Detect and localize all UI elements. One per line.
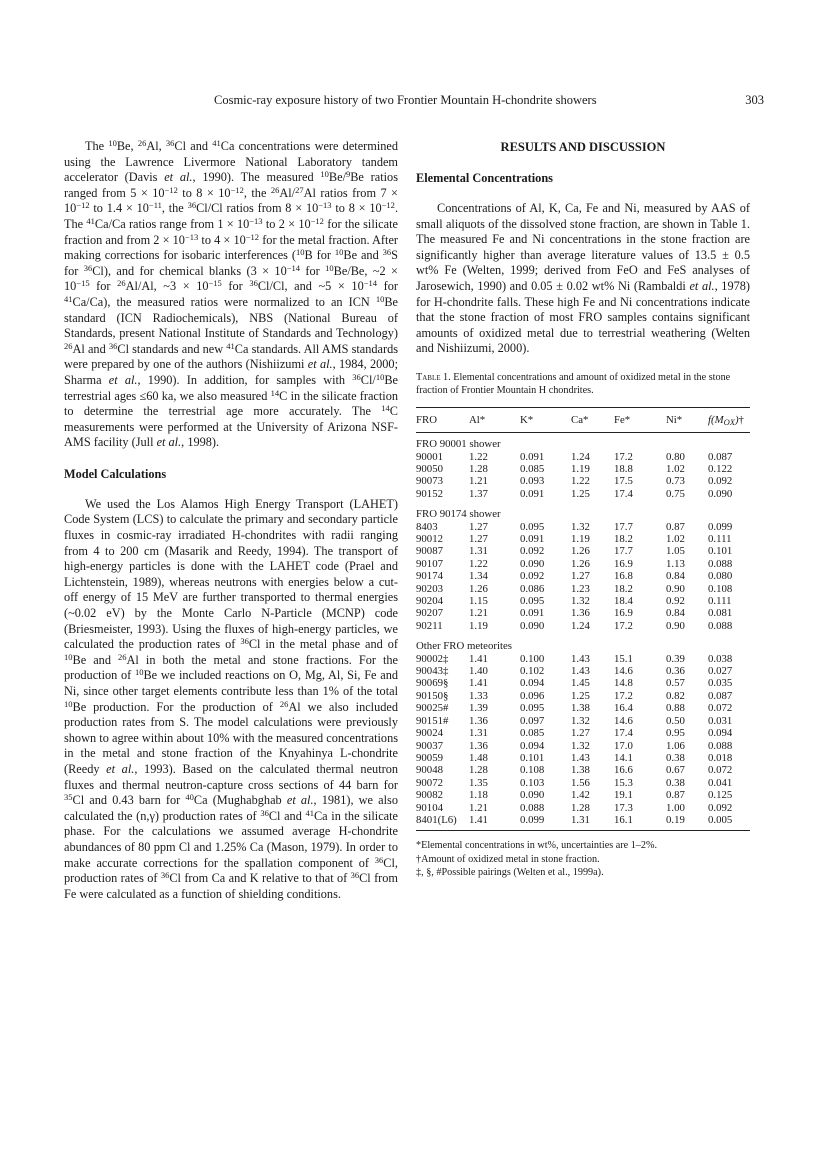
table-cell: 1.24 xyxy=(571,619,590,632)
table-cell: 1.31 xyxy=(469,727,488,740)
column-header: $f(M_{OX})\dagger$ xyxy=(708,407,750,432)
table-cell: 14.8 xyxy=(614,677,633,690)
table-cell: 1.28 xyxy=(469,764,488,777)
column-header: Al* xyxy=(469,407,520,432)
table-cell: 0.087 xyxy=(708,450,733,463)
table-cell: 1.48 xyxy=(469,751,488,764)
table-cell: 0.80 xyxy=(666,450,685,463)
table-cell: 0.092 xyxy=(520,545,545,558)
table-cell: 1.36 xyxy=(469,714,488,727)
table-cell: 0.090 xyxy=(520,789,545,802)
table-cell: 17.2 xyxy=(614,689,633,702)
table-cell: 0.092 xyxy=(708,475,733,488)
running-title: Cosmic-ray exposure history of two Frontier Mountain H-chondrite showers xyxy=(214,93,597,107)
table-cell: 0.086 xyxy=(520,582,545,595)
table-cell: 0.090 xyxy=(708,487,733,500)
table-cell: 1.22 xyxy=(469,557,488,570)
table-cell: 1.25 xyxy=(571,487,590,500)
table-cell: 0.094 xyxy=(520,677,545,690)
table-cell: 0.072 xyxy=(708,764,733,777)
table-cell: 0.091 xyxy=(520,450,545,463)
table-cell: 0.82 xyxy=(666,689,685,702)
table-row xyxy=(416,702,750,714)
table-cell: 90012 xyxy=(416,533,443,545)
table-cell: 17.2 xyxy=(614,450,633,463)
table-cell: 0.101 xyxy=(520,751,545,764)
table-cell: 1.42 xyxy=(571,789,590,802)
table-cell: 0.95 xyxy=(666,727,685,740)
table-cell: 14.1 xyxy=(614,751,633,764)
table-cell: 1.27 xyxy=(571,570,590,583)
table-cell: 17.5 xyxy=(614,475,633,488)
table-cell: 0.091 xyxy=(520,487,545,500)
table-cell: 1.41 xyxy=(469,677,488,690)
table-cell: 14.6 xyxy=(614,714,633,727)
table-cell: 0.088 xyxy=(708,619,733,632)
paragraph-elemental: Concentrations of Al, K, Ca, Fe and Ni, measured by AAS of small aliquots of the dissolved stone fraction, are shown in Table 1. The measured Fe and Ni concentrations in the stone fraction are significantly higher than average literature values of 13.5 ± 0.5 wt% Fe (Welten, 1999; derived from FeO and FeS analyses of Jarosewich, 1990) and 0.05 ± 0.02 wt% Ni (Rambaldi et al., 1978) for H-chondrite falls. These high Fe and Ni concentrations indicate that the stone fraction of most FRO samples contains significant amounts of oxidized metal due to terrestrial weathering (Welten and Nishiizumi, 2000). xyxy=(416,201,750,356)
table-group-title-row xyxy=(416,500,750,520)
table-cell: 1.33 xyxy=(469,689,488,702)
column-header: K* xyxy=(520,407,571,432)
table-cell: 1.37 xyxy=(469,487,488,500)
table-cell: 0.111 xyxy=(708,595,732,608)
table-cell: 90211 xyxy=(416,619,443,632)
table-row xyxy=(416,752,750,764)
footnote: †Amount of oxidized metal in stone fraction. xyxy=(416,853,600,865)
table-group-title: Other FRO meteorites xyxy=(416,640,512,653)
table-cell: 1.56 xyxy=(571,776,590,789)
table-cell: 1.32 xyxy=(571,520,590,533)
table-cell: 17.3 xyxy=(614,801,633,814)
table-row xyxy=(416,789,750,801)
table-cell: 1.36 xyxy=(469,739,488,752)
table-cell: 0.018 xyxy=(708,751,733,764)
table-cell: 0.57 xyxy=(666,677,685,690)
page-number: 303 xyxy=(745,93,764,107)
table-cell: 90069§ xyxy=(416,677,449,690)
table-cell: 0.73 xyxy=(666,475,685,488)
table-cell: 17.4 xyxy=(614,487,633,500)
table-row xyxy=(416,488,750,500)
table-cell: 90087 xyxy=(416,545,443,558)
table-row xyxy=(416,463,750,475)
table-cell: 0.84 xyxy=(666,607,685,620)
table-cell: 1.27 xyxy=(571,727,590,740)
table-cell: 0.031 xyxy=(708,714,733,727)
table-cell: 0.035 xyxy=(708,677,733,690)
heading-model-calculations: Model Calculations xyxy=(64,466,167,481)
table-cell: 0.102 xyxy=(520,665,545,678)
right-column xyxy=(416,139,750,879)
table-cell: 0.125 xyxy=(708,789,733,802)
table-cell: 90151# xyxy=(416,714,449,727)
table-cell: 0.092 xyxy=(520,570,545,583)
table-cell: 14.6 xyxy=(614,665,633,678)
paragraph-model-calculations: We used the Los Alamos High Energy Transport (LAHET) Code System (LCS) to calculate the primary and secondary particle fluxes in cosmic-ray irradiated H-chondrites with radii ranging from 4 to 200 cm (Masarik and Reedy, 1994). The transport of high-energy particles is done with the LAHET code (Prael and Lichtenstein, 1989), whereas neutrons with energies below a cut-off energy of 15 MeV are further transported to thermal energies (~0.02 eV) by the Monte Carlo N-Particle (MCNP) code (Briesmeister, 1993). Using the fluxes of high-energy particles, we calculated the production rates of $^{36}$Cl in the metal phase and of $^{10}$Be and $^{26}$Al in both the metal and stone fractions. For the production of $^{10}$Be we included reactions on O, Mg, Al, Si, Fe and Ni, since other target elements contribute less than 1% of the total $^{10}$Be production. For the production of $^{26}$Al we also included production rates from S. The model calculations were previously shown to agree within about 10% with the measured concentrations in the metal and stone fraction of the Knyahinya L-chondrite (Reedy et al., 1993). Based on the calculated thermal neutron fluxes and thermal neutron-capture cross sections of 44 barn for $^{35}$Cl and 0.43 barn for $^{40}$Ca (Mughabghab et al., 1981), we also calculated the (n,γ) production rates of $^{36}$Cl and $^{41}$Ca in the silicate phase. For the calculations we assumed average H-chondrite abundances of 80 ppm Cl and 1.25% Ca (Mason, 1979). In order to make accurate corrections for the spallation component of $^{36}$Cl, production rates of $^{36}$Cl from Ca and K relative to that of $^{36}$Cl from Fe were calculated as a function of shielding conditions. xyxy=(64,496,399,901)
paragraph-ams-methods: The $^{10}$Be, $^{26}$Al, $^{36}$Cl and $^{41}$Ca concentrations were determined using the Lawrence Livermore National Laboratory tandem accelerator (Davis et al., 1990). The measured $^{10}$Be/$^9$Be ratios ranged from $5 \times 10^{-12}$ to $8 \times 10^{-12}$, the $^{26}$Al/$^{27}$Al ratios from $7 \times 10^{-12}$ to $1.4 \times 10^{-11}$, the $^{36}$Cl/Cl ratios from $8 \times 10^{-13}$ to $8 \times 10^{-12}$. The $^{41}$Ca/Ca ratios range from $1 \times 10^{-13}$ to $2 \times 10^{-12}$ for the silicate fraction and from $2 \times 10^{-13}$ to $4 \times 10^{-12}$ for the metal fraction. After making corrections for isobaric interferences ($^{10}$B for $^{10}$Be and $^{36}$S for $^{36}$Cl), and for chemical blanks ($3 \times 10^{-14}$ for $^{10}$Be/Be, ~2 × $10^{-15}$ for $^{26}$Al/Al, ~3 × $10^{-15}$ for $^{36}$Cl/Cl, and ~5 × $10^{-14}$ for $^{41}$Ca/Ca), the measured ratios were normalized to an ICN $^{10}$Be standard (ICN Radiochemicals), NBS (National Bureau of Standards, present National Institute of Standards and Technology) $^{26}$Al and $^{36}$Cl standards and new $^{41}$Ca standards. All AMS standards were prepared by one of the authors (Nishiizumi et al., 1984, 2000; Sharma et al., 1990). In addition, for samples with $^{36}$Cl/$^{10}$Be terrestrial ages ≤60 ka, we also measured $^{14}$C in the silicate fraction to determine the terrestrial age more accurately. The $^{14}$C measurements were performed at the University of Arizona NSF-AMS facility (Jull et al., 1998). xyxy=(64,138,399,450)
table-cell: 17.2 xyxy=(614,619,633,632)
table-cell: 16.8 xyxy=(614,570,633,583)
table-cell: 0.090 xyxy=(520,557,545,570)
table-cell: 17.7 xyxy=(614,520,633,533)
section-heading-results: RESULTS AND DISCUSSION xyxy=(500,140,666,154)
table-cell: 1.45 xyxy=(571,677,590,690)
table-cell: 1.38 xyxy=(571,702,590,715)
table-row xyxy=(416,533,750,545)
table-cell: 1.43 xyxy=(571,751,590,764)
table-cell: 1.43 xyxy=(571,665,590,678)
table-cell: 0.38 xyxy=(666,751,685,764)
table-body xyxy=(416,433,750,831)
table-cell: 15.3 xyxy=(614,776,633,789)
table-cell: 1.39 xyxy=(469,702,488,715)
table-row xyxy=(416,690,750,702)
table-cell: 0.092 xyxy=(708,801,733,814)
table-cell: 15.1 xyxy=(614,652,633,665)
table-group-title: FRO 90001 shower xyxy=(416,438,501,451)
table-row xyxy=(416,777,750,789)
table-cell: 1.06 xyxy=(666,739,685,752)
table-group-title-row xyxy=(416,632,750,652)
table-group-title: FRO 90174 shower xyxy=(416,508,501,521)
table-cell: 90104 xyxy=(416,801,443,814)
table-cell: 0.080 xyxy=(708,570,733,583)
table-cell: 1.43 xyxy=(571,652,590,665)
table-cell: 1.19 xyxy=(571,462,590,475)
table-cell: 90204 xyxy=(416,595,443,608)
table-cell: 1.13 xyxy=(666,557,685,570)
table-cell: 1.28 xyxy=(469,462,488,475)
table-cell: 18.2 xyxy=(614,582,633,595)
table-cell: 0.101 xyxy=(708,545,733,558)
table-cell: 90107 xyxy=(416,557,443,570)
table-cell: 0.085 xyxy=(520,727,545,740)
table-row xyxy=(416,595,750,607)
table-cell: 18.8 xyxy=(614,462,633,475)
table-cell: 1.22 xyxy=(469,450,488,463)
table-cell: 0.091 xyxy=(520,533,545,545)
table-cell: 0.097 xyxy=(520,714,545,727)
table-cell: 0.90 xyxy=(666,582,685,595)
table-cell: 0.103 xyxy=(520,776,545,789)
table-cell: 1.00 xyxy=(666,801,685,814)
table-cell: 1.27 xyxy=(469,520,488,533)
table-row xyxy=(416,570,750,582)
table-cell: 0.081 xyxy=(708,607,733,620)
table-cell: 1.38 xyxy=(571,764,590,777)
table-cell: 8401(L6) xyxy=(416,814,469,831)
table-cell: 0.111 xyxy=(708,533,732,545)
table-cell: 1.21 xyxy=(469,801,488,814)
table-cell: 0.027 xyxy=(708,665,733,678)
table-row xyxy=(416,521,750,533)
table-cell: 0.041 xyxy=(708,776,733,789)
table-cell: 1.41 xyxy=(469,814,520,831)
table-cell: 19.1 xyxy=(614,789,633,802)
heading-elemental-concentrations: Elemental Concentrations xyxy=(416,171,553,185)
table-cell: 90002‡ xyxy=(416,652,449,665)
table-row xyxy=(416,607,750,619)
table-cell: 90059 xyxy=(416,751,443,764)
table-cell: 0.088 xyxy=(520,801,545,814)
table-cell: 90072 xyxy=(416,776,443,789)
table-cell: 1.05 xyxy=(666,545,685,558)
table-cell: 1.23 xyxy=(571,582,590,595)
table-row xyxy=(416,545,750,557)
table-row xyxy=(416,451,750,463)
table-row xyxy=(416,583,750,595)
table-cell: 0.085 xyxy=(520,462,545,475)
table-cell: 1.35 xyxy=(469,776,488,789)
table-cell: 18.2 xyxy=(614,533,633,545)
table-cell: 90174 xyxy=(416,570,443,583)
table-cell: 0.108 xyxy=(520,764,545,777)
table-cell: 90073 xyxy=(416,475,443,488)
table-group-title-row xyxy=(416,433,750,451)
table-cell: 0.087 xyxy=(708,689,733,702)
table-cell: 0.095 xyxy=(520,702,545,715)
table-row xyxy=(416,677,750,689)
table-cell: 16.1 xyxy=(614,814,666,831)
table-cell: 1.21 xyxy=(469,475,488,488)
table-cell: 17.7 xyxy=(614,545,633,558)
table-cell: 90082 xyxy=(416,789,443,802)
table-cell: 0.122 xyxy=(708,462,733,475)
table-cell: 16.4 xyxy=(614,702,633,715)
table-cell: 1.34 xyxy=(469,570,488,583)
table-cell: 0.50 xyxy=(666,714,685,727)
table-cell: 1.21 xyxy=(469,607,488,620)
table-cell: 0.093 xyxy=(520,475,545,488)
table-cell: 1.25 xyxy=(571,689,590,702)
table-cell: 17.4 xyxy=(614,727,633,740)
table-cell: 1.28 xyxy=(571,801,590,814)
table-cell: 1.41 xyxy=(469,652,488,665)
table-cell: 0.84 xyxy=(666,570,685,583)
table-cell: 90203 xyxy=(416,582,443,595)
table-header-row xyxy=(416,407,750,432)
table-row xyxy=(416,802,750,814)
table-cell: 1.26 xyxy=(469,582,488,595)
table-cell: 90001 xyxy=(416,450,443,463)
table-cell: 0.90 xyxy=(666,619,685,632)
table-cell: 0.088 xyxy=(708,557,733,570)
table-cell: 0.090 xyxy=(520,619,545,632)
table-cell: 0.19 xyxy=(666,814,708,831)
table-row xyxy=(416,715,750,727)
table-cell: 0.095 xyxy=(520,520,545,533)
table-cell: 16.9 xyxy=(614,557,633,570)
table-cell: 90207 xyxy=(416,607,443,620)
table-cell: 8403 xyxy=(416,520,438,533)
table-row xyxy=(416,764,750,776)
footnote: *Elemental concentrations in wt%, uncertainties are 1–2%. xyxy=(416,840,658,852)
table-row xyxy=(416,653,750,665)
table-elemental-concentrations xyxy=(416,407,750,832)
table-cell: 0.39 xyxy=(666,652,685,665)
table-cell: 0.038 xyxy=(708,652,733,665)
table-cell: 16.6 xyxy=(614,764,633,777)
table-cell: 90037 xyxy=(416,739,443,752)
table-cell: 0.87 xyxy=(666,789,685,802)
table-cell: 0.094 xyxy=(708,727,733,740)
table-cell: 0.095 xyxy=(520,595,545,608)
table-cell: 1.27 xyxy=(469,533,488,545)
table-row xyxy=(416,665,750,677)
table-cell: 90152 xyxy=(416,487,443,500)
table-cell: 90050 xyxy=(416,462,443,475)
table-cell: 1.36 xyxy=(571,607,590,620)
column-header: Ni* xyxy=(666,407,708,432)
footnote: ‡, §, #Possible pairings (Welten et al., 1999a). xyxy=(416,866,604,878)
table-cell: 90025# xyxy=(416,702,449,715)
table-cell: 0.38 xyxy=(666,776,685,789)
table-cell: 1.31 xyxy=(469,545,488,558)
table-cell: 90048 xyxy=(416,764,443,777)
table-cell: 1.32 xyxy=(571,595,590,608)
table-cell: 1.22 xyxy=(571,475,590,488)
table-cell: 90150§ xyxy=(416,689,449,702)
table-cell: 1.02 xyxy=(666,533,685,545)
table-cell: 1.19 xyxy=(571,533,590,545)
table-cell: 1.32 xyxy=(571,739,590,752)
table-cell: 90043‡ xyxy=(416,665,449,678)
table-cell: 1.15 xyxy=(469,595,488,608)
table-row xyxy=(416,558,750,570)
table-cell: 0.87 xyxy=(666,520,685,533)
table-row xyxy=(416,620,750,632)
table-cell: 0.88 xyxy=(666,702,685,715)
table-row xyxy=(416,475,750,487)
column-header: Ca* xyxy=(571,407,614,432)
table-cell: 1.26 xyxy=(571,557,590,570)
table-footnotes xyxy=(416,839,750,879)
table-cell: 17.0 xyxy=(614,739,633,752)
table-row xyxy=(416,740,750,752)
table-cell: 0.36 xyxy=(666,665,685,678)
table-cell: 1.31 xyxy=(571,814,614,831)
table-cell: 0.072 xyxy=(708,702,733,715)
table-cell: 0.088 xyxy=(708,739,733,752)
table-cell: 0.75 xyxy=(666,487,685,500)
table-cell: 1.32 xyxy=(571,714,590,727)
table-cell: 0.92 xyxy=(666,595,685,608)
table-cell: 0.099 xyxy=(708,520,733,533)
table-cell: 0.099 xyxy=(520,814,571,831)
column-header: FRO xyxy=(416,407,469,432)
table-cell: 0.108 xyxy=(708,582,733,595)
table-cell: 16.9 xyxy=(614,607,633,620)
table-cell: 0.091 xyxy=(520,607,545,620)
table-cell: 1.02 xyxy=(666,462,685,475)
table-cell: 1.19 xyxy=(469,619,488,632)
table-cell: 0.100 xyxy=(520,652,545,665)
left-column xyxy=(64,139,398,902)
table-cell: 0.005 xyxy=(708,814,750,831)
column-header: Fe* xyxy=(614,407,666,432)
table-cell: 1.40 xyxy=(469,665,488,678)
table-cell: 1.24 xyxy=(571,450,590,463)
table-cell: 18.4 xyxy=(614,595,633,608)
table-cell: 0.096 xyxy=(520,689,545,702)
table-caption: Table 1. Elemental concentrations and amount of oxidized metal in the stone fraction of Frontier Mountain H chondrites. xyxy=(416,371,731,397)
table-cell: 1.18 xyxy=(469,789,488,802)
table-cell: 0.094 xyxy=(520,739,545,752)
table-cell: 1.26 xyxy=(571,545,590,558)
table-row xyxy=(416,727,750,739)
table-cell: 90024 xyxy=(416,727,443,740)
table-row xyxy=(416,814,750,831)
table-cell: 0.67 xyxy=(666,764,685,777)
